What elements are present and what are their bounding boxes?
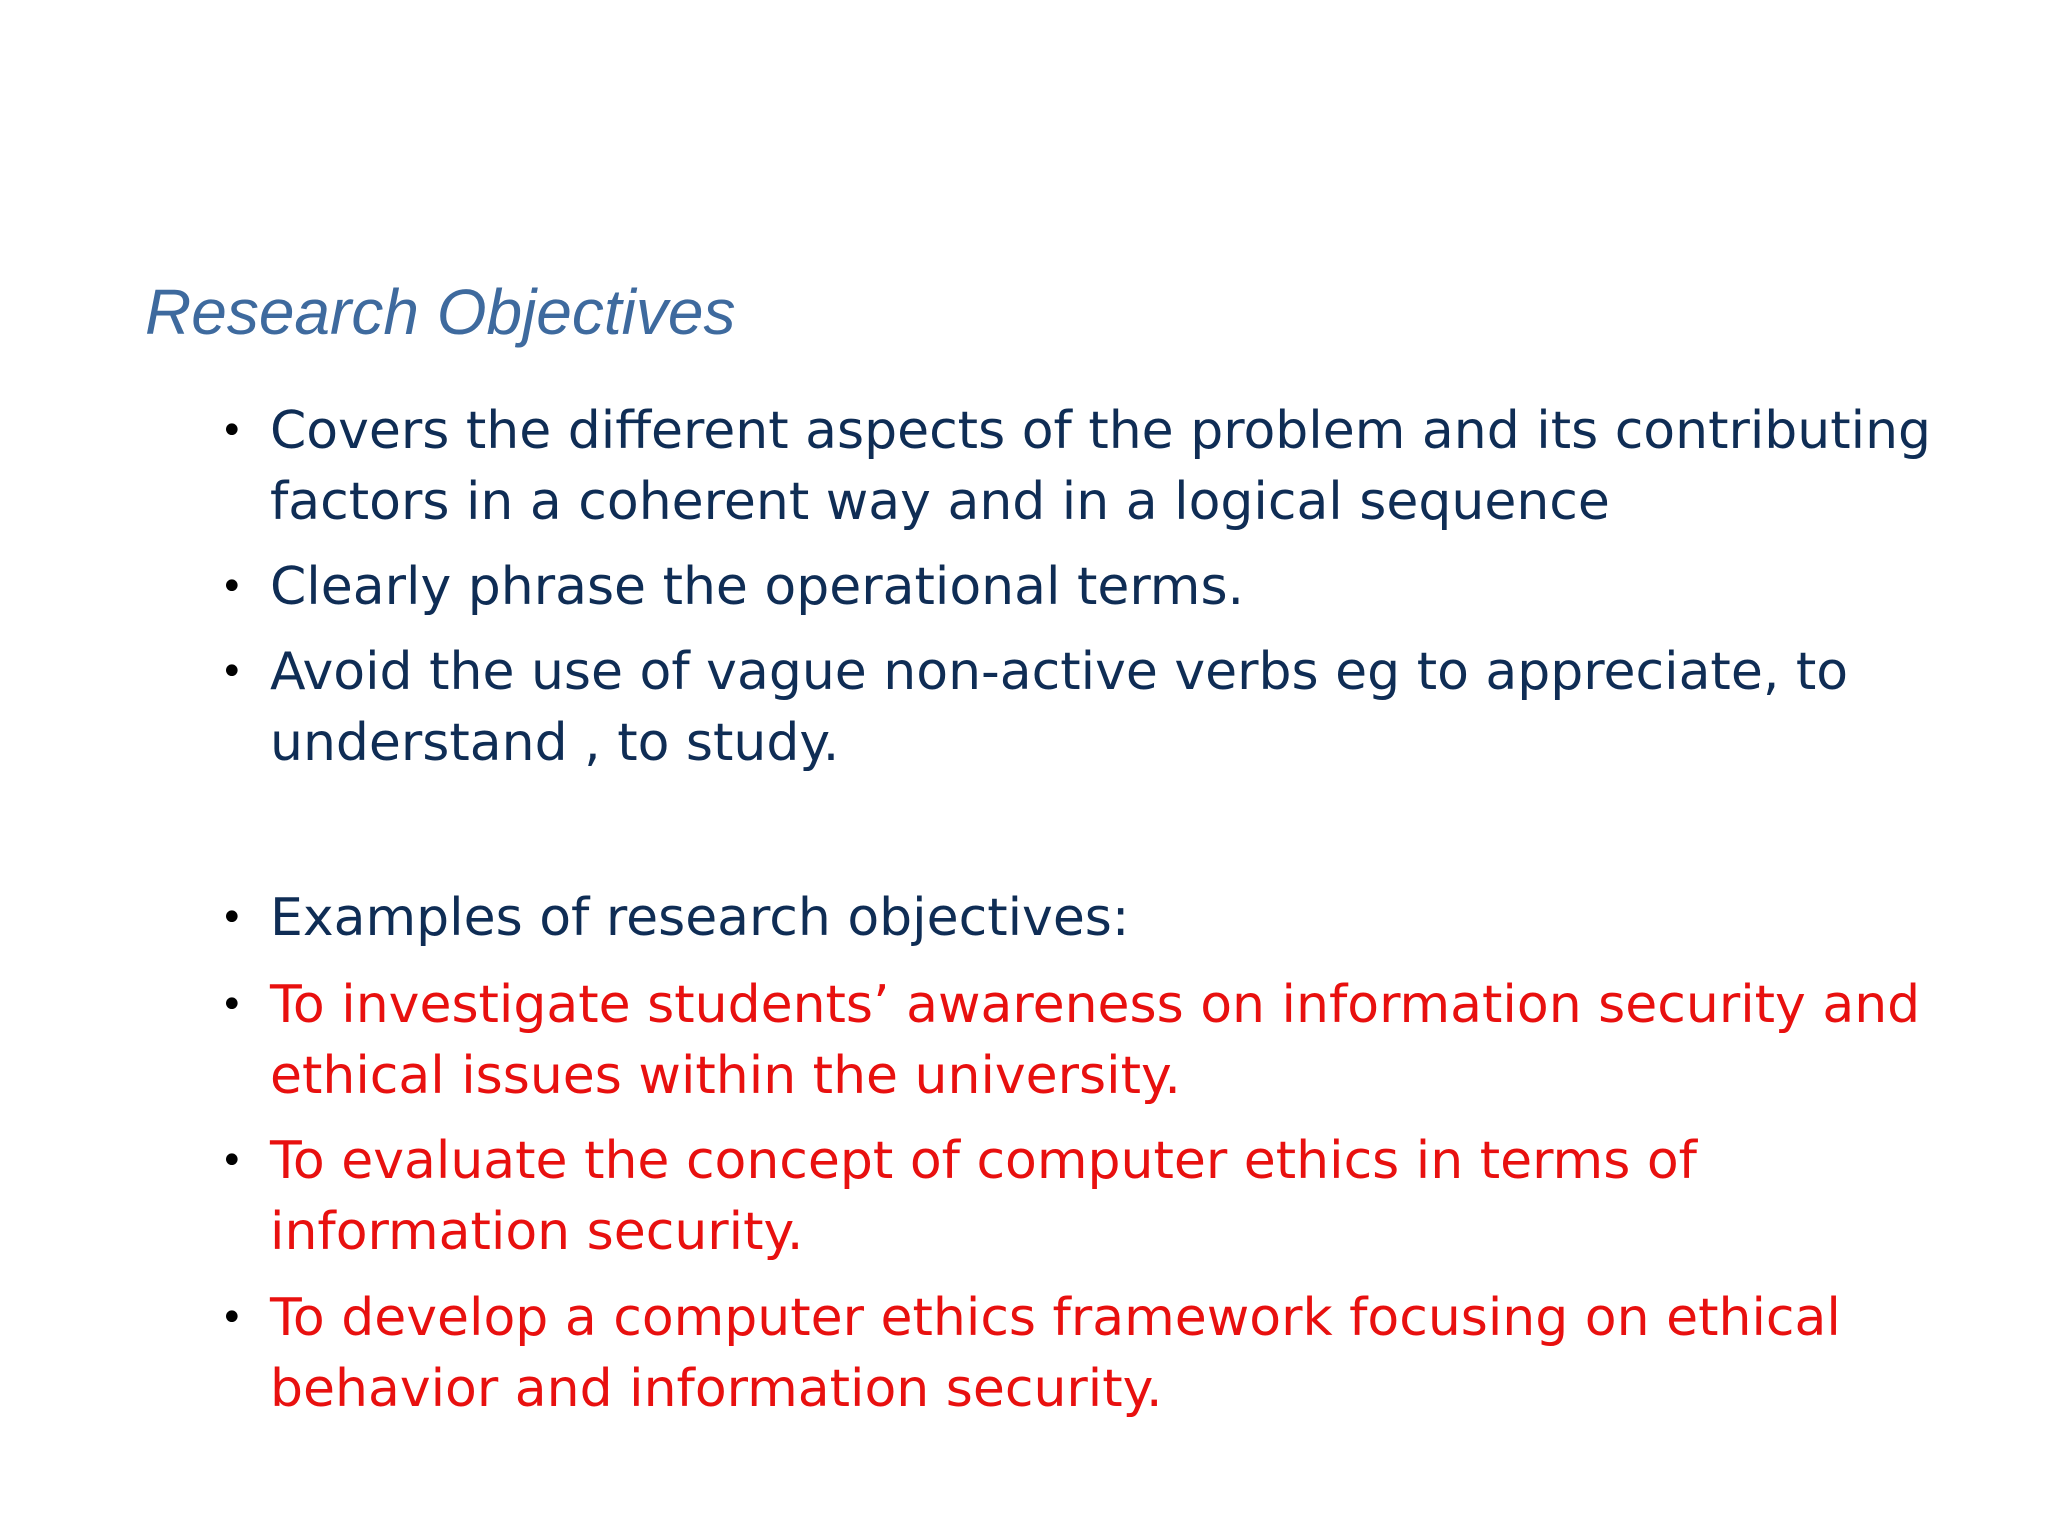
bullet-dot-icon: • bbox=[220, 408, 244, 454]
bullet-text: To develop a computer ethics framework focusing on ethical behavior and information security. bbox=[270, 1288, 1841, 1419]
bullet-item bbox=[220, 970, 2000, 1112]
bullet-text: Clearly phrase the operational terms. bbox=[270, 557, 1245, 617]
bullet-item bbox=[220, 396, 2000, 538]
bullet-dot-icon: • bbox=[220, 895, 244, 941]
bullet-dot-icon: • bbox=[220, 649, 244, 695]
bullet-text: Examples of research objectives: bbox=[270, 888, 1130, 948]
bullet-text: Covers the different aspects of the problem and its contributing factors in a coherent way and in a logical sequence bbox=[270, 401, 1932, 532]
slide-title: Research Objectives bbox=[145, 276, 736, 348]
bullet-item bbox=[220, 1126, 2000, 1268]
bullet-dot-icon: • bbox=[220, 1138, 244, 1184]
bullet-dot-icon: • bbox=[220, 564, 244, 610]
bullet-text: Avoid the use of vague non-active verbs eg to appreciate, to understand , to study. bbox=[270, 642, 1849, 773]
bullet-item bbox=[220, 552, 2000, 623]
bullet-dot-icon: • bbox=[220, 1295, 244, 1341]
bullet-item bbox=[220, 883, 2000, 954]
bullet-dot-icon: • bbox=[220, 982, 244, 1028]
bullet-item bbox=[220, 1283, 2000, 1425]
bullet-text: To investigate students’ awareness on information security and ethical issues within the university. bbox=[270, 975, 1921, 1106]
bullet-item bbox=[220, 637, 2000, 779]
bullet-text: To evaluate the concept of computer ethics in terms of information security. bbox=[270, 1131, 1697, 1262]
